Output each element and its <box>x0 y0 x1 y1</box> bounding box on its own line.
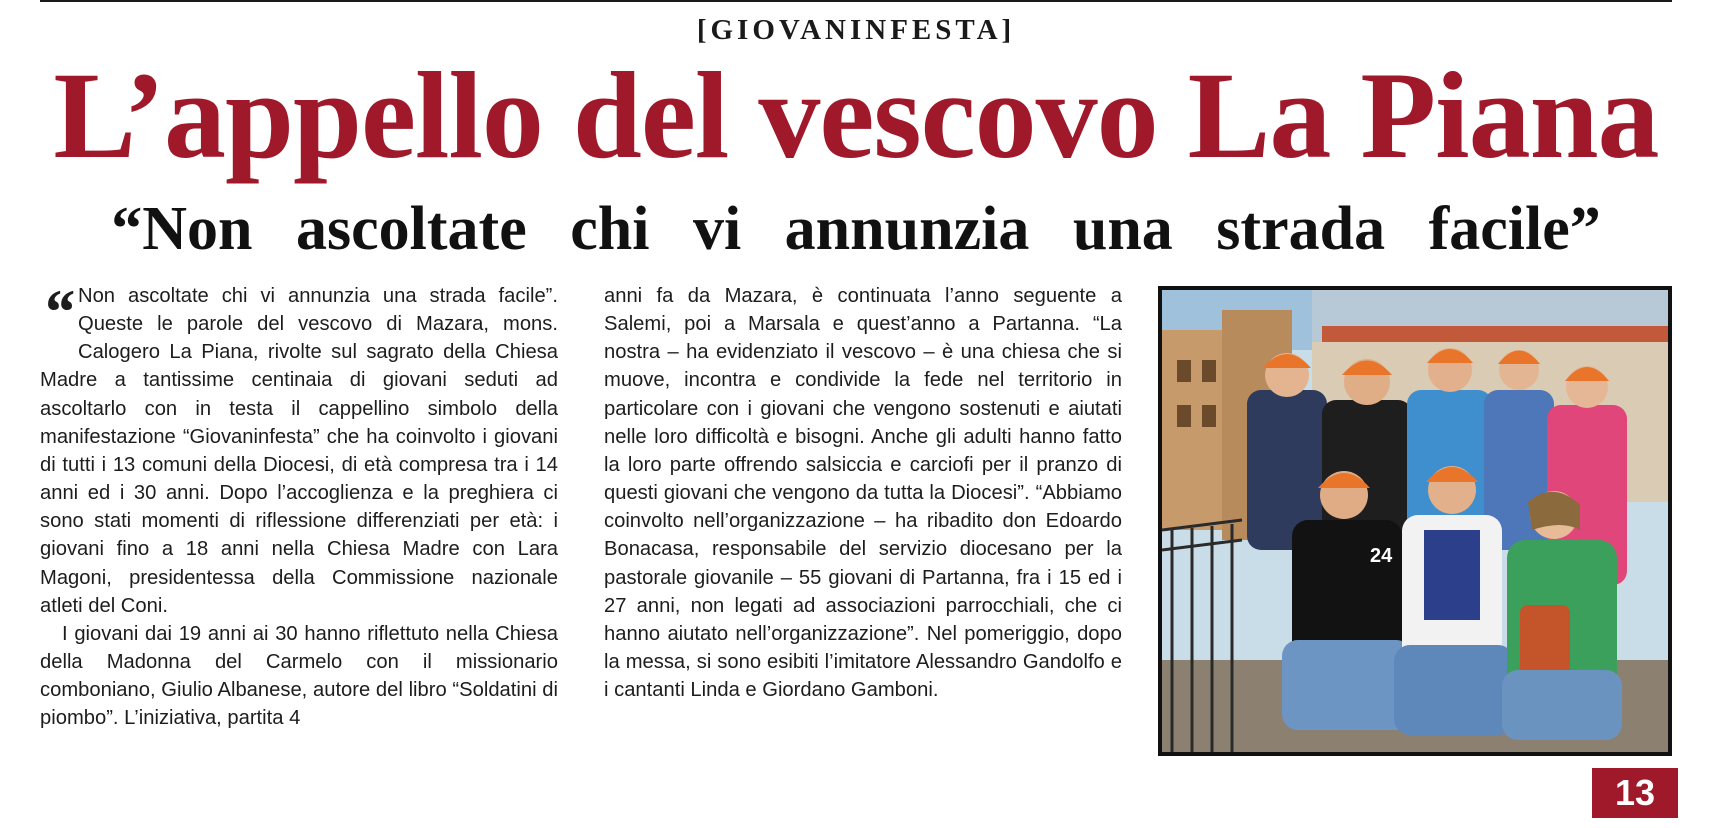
article-paragraph: anni fa da Mazara, è continuata l’anno seguente a Salemi, poi a Marsala e quest’anno a Partanna. “La nostra – ha evidenziato il vescovo – è una chiesa che si muove, incontra e condivide la fede nel territorio in particolare con i giovani che vengono sostenuti e aiutati nelle loro difficoltà e bisogni. Anche gli adulti hanno fatto la loro parte offrendo salsiccia e carciofi per il pranzo di questi giovani che vengono da tutta la Diocesi”. “Abbiamo coinvolto nell’organizzazione – ha ribadito don Edoardo Bonacasa, responsabile del servizio diocesano per la pastorale giovanile – 55 giovani di Partanna, fra i 15 ed i 27 anni, non legati ad associazioni parrocchiali, che ci hanno aiutato nell’organizzazione”. Nel pomeriggio, dopo la messa, si sono esibiti l’imitatore Alessandro Gandolfo e i cantanti Linda e Giordano Gamboni. <box>604 285 1122 702</box>
article-paragraph: Non ascoltate chi vi annunzia una strada facile”. Queste le parole del vescovo di Mazara, mons. Calogero La Piana, rivolte sul sagrato della Chiesa Madre a tantissime centinaia di giovani seduti ad ascoltarlo con in testa il cappellino simbolo della manifestazione “Giovaninfesta” che ha coinvolto i giovani di tutti i 13 comuni della Diocesi, di età compresa tra i 14 anni ed i 30 anni. Dopo l’accoglienza e la preghiera ci sono stati momenti di riflessione differenziati per età: i giovani fino a 18 anni nella Chiesa Madre con Lara Magoni, presidentessa della Commissione nazionale atleti del Coni. <box>40 285 558 617</box>
photo-window <box>1177 360 1191 382</box>
group-photo <box>1158 286 1672 756</box>
shirt-number: 24 <box>1370 545 1393 567</box>
article-column-2 <box>604 282 1122 704</box>
article-column-1 <box>40 276 558 733</box>
top-rule <box>40 0 1672 2</box>
subheadline: “Non ascoltate chi vi annunzia una strada facile” <box>111 195 1601 263</box>
photo-window <box>1177 405 1191 427</box>
article-paragraph: I giovani dai 19 anni ai 30 hanno riflettuto nella Chiesa della Madonna del Carmelo con il missionario comboniano, Giulio Albanese, autore del libro “Soldatini di piombo”. L’iniziativa, partita 4 <box>40 622 558 730</box>
photo-window <box>1202 405 1216 427</box>
section-kicker: [GIOVANINFESTA] <box>696 14 1016 46</box>
open-quote-icon: “ <box>42 276 74 347</box>
headline: L’appello del vescovo La Piana <box>53 47 1659 184</box>
page-number: 13 <box>1592 768 1678 818</box>
photo-roof <box>1322 326 1668 342</box>
photo-window <box>1202 360 1216 382</box>
